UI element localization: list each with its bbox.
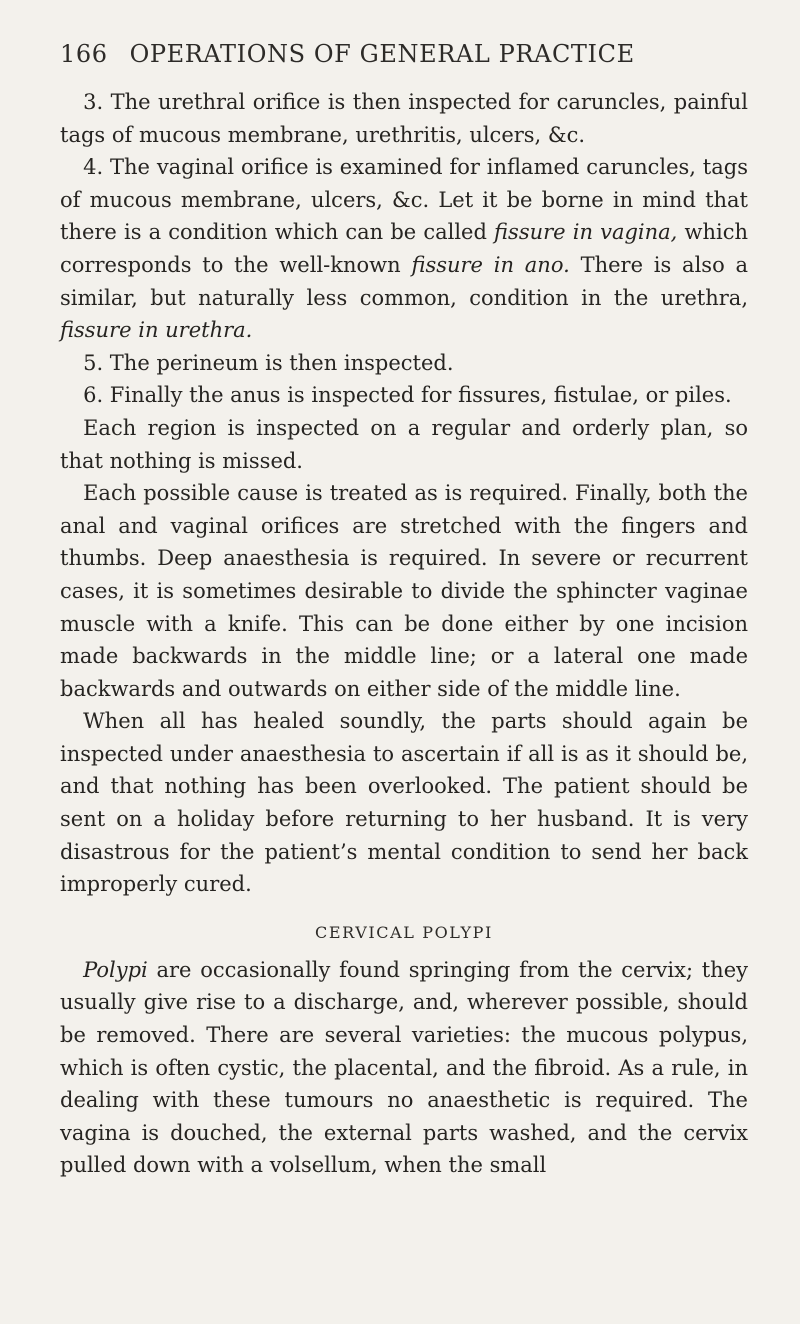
text-run: Each region is inspected on a regular and orderly plan, so that nothing is missed. [60,415,748,473]
text-run: 5. The perineum is then inspected. [83,350,454,375]
paragraph [60,705,748,901]
paragraph [60,86,748,151]
running-title: OPERATIONS OF GENERAL PRACTICE [129,40,635,68]
italic-text: fissure in ano. [411,252,570,277]
italic-text: Polypi [83,957,148,982]
body-text [60,86,748,901]
text-run: There is also a similar, but naturally less common, condition in the urethra, [60,252,749,310]
text-run: are occasionally found springing from the cervix; they usually give rise to a discharge, and, wherever possible, should be removed. There are several varieties: the mucous polypus, which is often cystic, the placental, and the fibroid. As a rule, in dealing with these tumours no anaesthetic is required. The vagina is douched, the external parts washed, and the cervix pulled down with a volsellum, when the small [60,957,748,1178]
page-number: 166 [60,40,108,68]
paragraph [60,412,748,477]
paragraph [60,954,748,1182]
running-head [60,40,748,68]
paragraph [60,347,748,380]
text-run: 4. The vaginal orifice is examined for inflamed caruncles, tags of mucous membrane, ulcers, &c. Let it be borne in mind that there is a condition which can be called [60,155,748,245]
text-run: 6. Finally the anus is inspected for fissures, fistulae, or piles. [83,383,732,408]
section-heading: CERVICAL POLYPI [315,922,493,942]
italic-text: fissure in urethra. [60,318,253,343]
text-run: 3. The urethral orifice is then inspected for caruncles, painful tags of mucous membrane, urethritis, ulcers, &c. [60,90,748,147]
paragraph [60,379,748,412]
paragraph [60,151,748,347]
italic-text: fissure in vagina, [494,220,678,245]
paragraph [60,477,748,705]
section-body-text [60,954,748,1182]
text-run: which corresponds to the well-known [60,220,748,277]
text-run: When all has healed soundly, the parts should again be inspected under anaesthesia to ascertain if all is as it should be, and that nothing has been overlooked. The patient should be sent on a holiday before returning to her husband. It is very disastrous for the patient’s mental condition to send her back improperly cured. [60,709,748,897]
text-run: Each possible cause is treated as is required. Finally, both the anal and vaginal orifices are stretched with the fingers and thumbs. Deep anaesthesia is required. In severe or recurrent cases, it is sometimes desirable to divide the sphincter vaginae muscle with a knife. This can be done either by one incision made backwards in the middle line; or a lateral one made backwards and outwards on either side of the middle line. [60,481,748,701]
